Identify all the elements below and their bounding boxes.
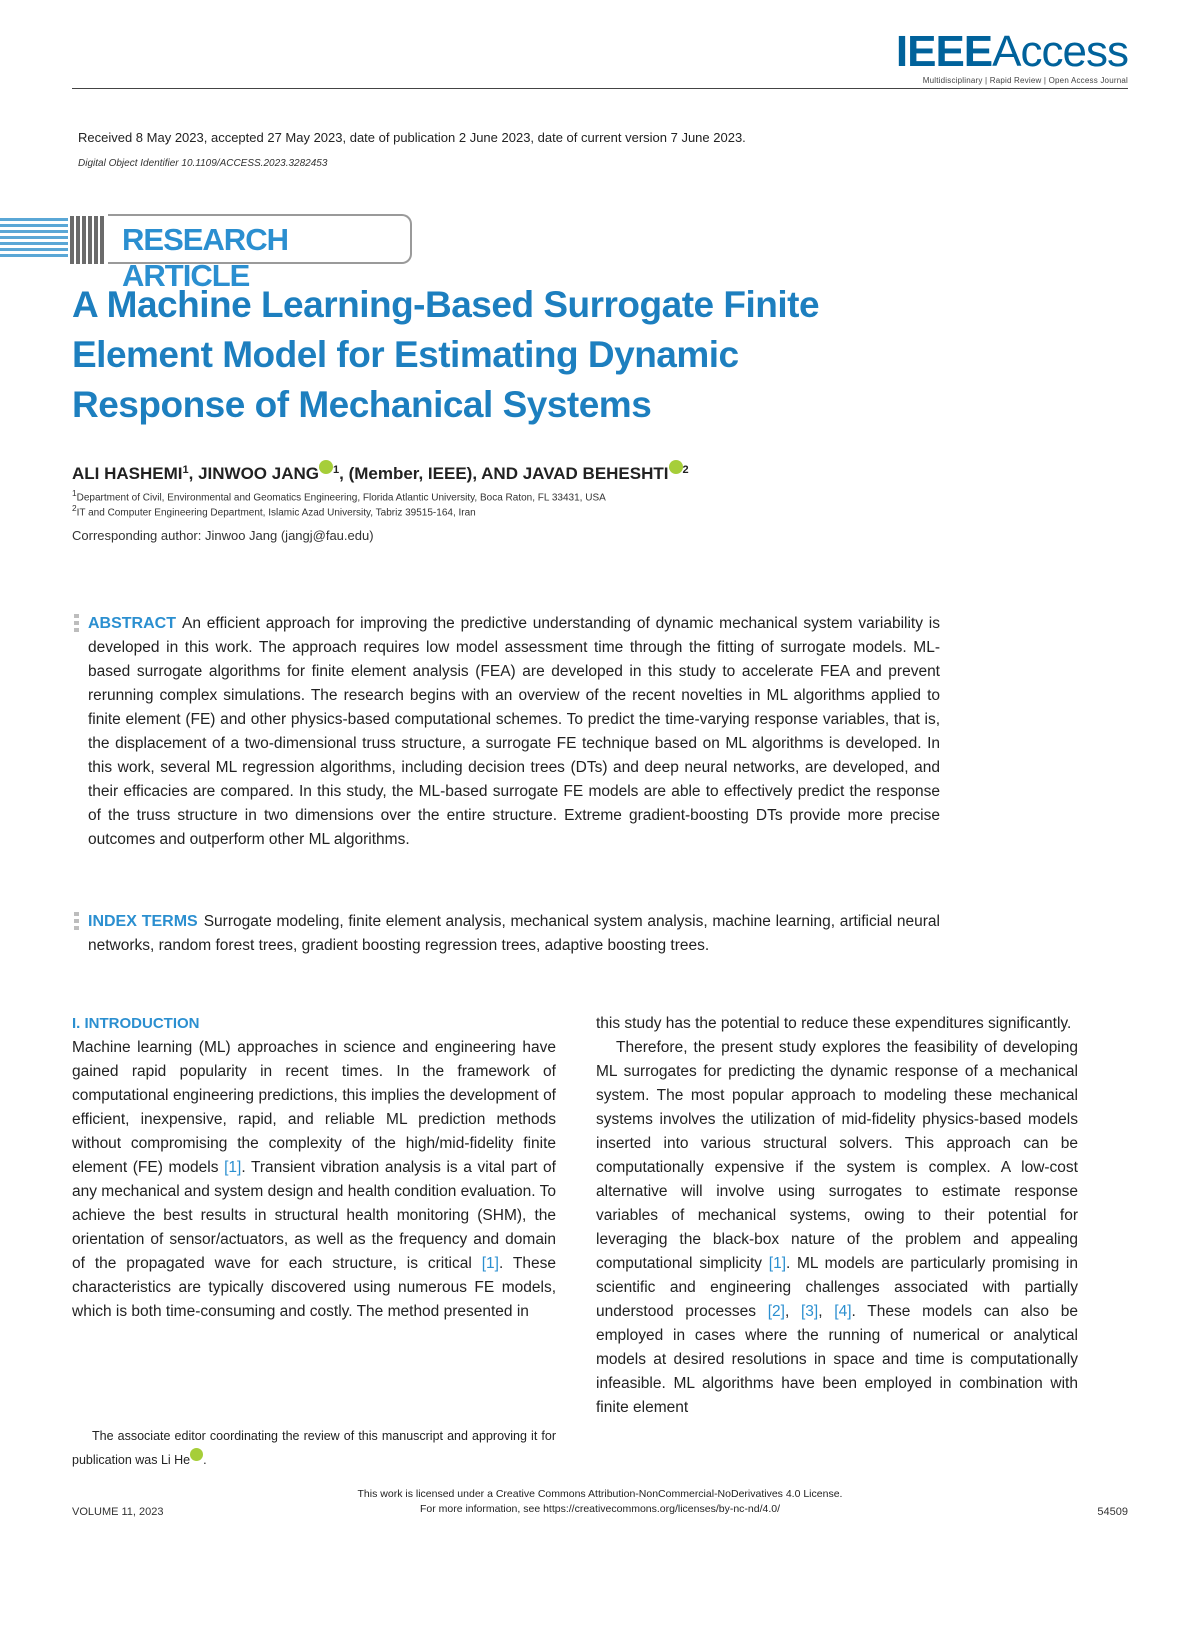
author-role: (Member, IEEE), [348, 464, 478, 483]
volume-label: VOLUME 11, 2023 [72, 1506, 164, 1518]
index-terms-label: INDEX TERMS [88, 913, 198, 930]
title-line: A Machine Learning-Based Surrogate Finite [72, 284, 820, 325]
author-sup: 1 [182, 464, 189, 476]
index-terms-text: Surrogate modeling, finite element analysis, mechanical system analysis, machine learning, artificial neural networks, random forest trees, gradient boosting regression trees, adaptive boosting trees. [88, 913, 940, 954]
citation-link[interactable]: [1] [768, 1255, 786, 1272]
logo-tagline: Multidisciplinary | Rapid Review | Open Access Journal [922, 76, 1128, 85]
paragraph: Machine learning (ML) approaches in science and engineering have gained rapid popularity in recent times. In the framework of computational engineering predictions, this implies the development of efficient, inexpensive, rapid, and reliable ML prediction methods without compromising the complexity of the high/mid-fidelity finite element (FE) models [1]. Transient vibration analysis is a vital part of any mechanical and system design and health condition evaluation. To achieve the best results in structural health monitoring (SHM), the orientation of sensor/actuators, as well as the frequency and domain of the propagated wave for each structure, is critical [1]. These characteristics are typically discovered using numerous FE models, which is both time-consuming and costly. The method presented in [72, 1039, 556, 1320]
banner-bars [70, 216, 106, 264]
author-sup: 1 [332, 464, 340, 476]
abstract [88, 612, 940, 852]
abstract-text: An efficient approach for improving the predictive understanding of dynamic mechanical system variability is developed in this work. The approach requires low model assessment time through the fitting of surrogate models. ML-based surrogate algorithms for finite element analysis (FEA) are developed in this study to accelerate FEA and prevent rerunning complex simulations. The research begins with an overview of the recent novelties in ML algorithms applied to finite element (FE) and other physics-based computational schemes. To predict the time-varying response variables, that is, the displacement of a two-dimensional truss structure, a surrogate FE technique based on ML algorithms is developed. In this work, several ML regression algorithms, including decision trees (DTs) and deep neural networks, are developed, and their efficacies are compared. In this study, the ML-based surrogate FE models are able to effectively predict the response of the truss structure in two dimensions over the entire structure. Extreme gradient-boosting DTs provide more precise outcomes and outperform other ML algorithms. [88, 615, 940, 848]
section-heading: I. INTRODUCTION [72, 1015, 200, 1032]
abstract-marker-icon [74, 614, 80, 635]
orcid-icon[interactable] [190, 1448, 203, 1461]
paragraph: Therefore, the present study explores the feasibility of developing ML surrogates for predicting the dynamic response of a mechanical system. The most popular approach to modeling these mechanical systems involves the utilization of mid-fidelity physics-based models inserted into various structural solvers. This approach can be computationally expensive if the system is complex. A low-cost alternative will involve using surrogates to estimate response variables of mechanical systems, owing to their potential for leveraging the black-box nature of the problem and appealing computational simplicity [1]. ML models are particularly promising in scientific and engineering challenges associated with partially understood processes [2], [3], [4]. These models can also be employed in cases where the running of numerical or analytical models at desired resolutions in space and time is computationally infeasible. ML algorithms have been employed in combination with finite element [596, 1039, 1078, 1416]
doi-line: Digital Object Identifier 10.1109/ACCESS.2023.3282453 [78, 158, 328, 169]
license-line: This work is licensed under a Creative Commons Attribution-NonCommercial-NoDerivatives 4.0 License. [357, 1488, 843, 1500]
affiliation: $^1$Department of Civil, Environmental and Geomatics Engineering, Florida Atlantic University, Boca Raton, FL 33431, USA [72, 488, 606, 504]
affiliation: $^2$IT and Computer Engineering Department, Islamic Azad University, Tabriz 39515-164, Iran [72, 503, 476, 519]
paper-title [72, 280, 892, 430]
author-sup: 2 [682, 464, 689, 476]
page-number: 54509 [1097, 1506, 1128, 1518]
citation-link[interactable]: [1] [224, 1159, 242, 1176]
author-name: ALI HASHEMI [72, 464, 183, 483]
author-name: JAVAD BEHESHTI [522, 464, 669, 483]
logo-brand: IEEE [895, 27, 993, 76]
corresponding-author: Corresponding author: Jinwoo Jang (jangj@fau.edu) [72, 528, 374, 543]
journal-logo [895, 27, 1128, 85]
index-terms-marker-icon [74, 912, 80, 933]
dates-line: Received 8 May 2023, accepted 27 May 2023, date of publication 2 June 2023, date of current version 7 June 2023. [78, 130, 746, 145]
logo-product: Access [992, 27, 1128, 76]
license-link[interactable]: For more information, see https://creativecommons.org/licenses/by-nc-nd/4.0/ [419, 1503, 781, 1515]
citation-link[interactable]: [1] [481, 1255, 499, 1272]
citation-link[interactable]: [4] [834, 1303, 852, 1320]
author-name: JINWOO JANG [198, 464, 319, 483]
paragraph: this study has the potential to reduce these expenditures significantly. [596, 1015, 1072, 1032]
orcid-icon[interactable] [319, 460, 333, 474]
column-left [72, 1012, 556, 1324]
article-type-banner [0, 214, 420, 293]
title-line: Element Model for Estimating Dynamic [72, 334, 739, 375]
orcid-icon[interactable] [669, 460, 683, 474]
author-list: ALI HASHEMI$^1$, JINWOO JANG $^1$, (Member, IEEE), AND JAVAD BEHESHTI $^2$ [72, 464, 689, 484]
header-rule [72, 88, 1128, 89]
column-right [596, 1012, 1078, 1420]
abstract-label: ABSTRACT [88, 615, 176, 632]
index-terms [88, 910, 940, 958]
citation-link[interactable]: [3] [801, 1303, 819, 1320]
banner-label: RESEARCH ARTICLE [122, 222, 288, 293]
author-conjunction: AND [481, 464, 518, 483]
banner-stripes [0, 218, 68, 262]
citation-link[interactable]: [2] [767, 1303, 785, 1320]
title-line: Response of Mechanical Systems [72, 384, 652, 425]
editor-footnote: The associate editor coordinating the review of this manuscript and approving it for publication was Li He . [72, 1429, 556, 1467]
